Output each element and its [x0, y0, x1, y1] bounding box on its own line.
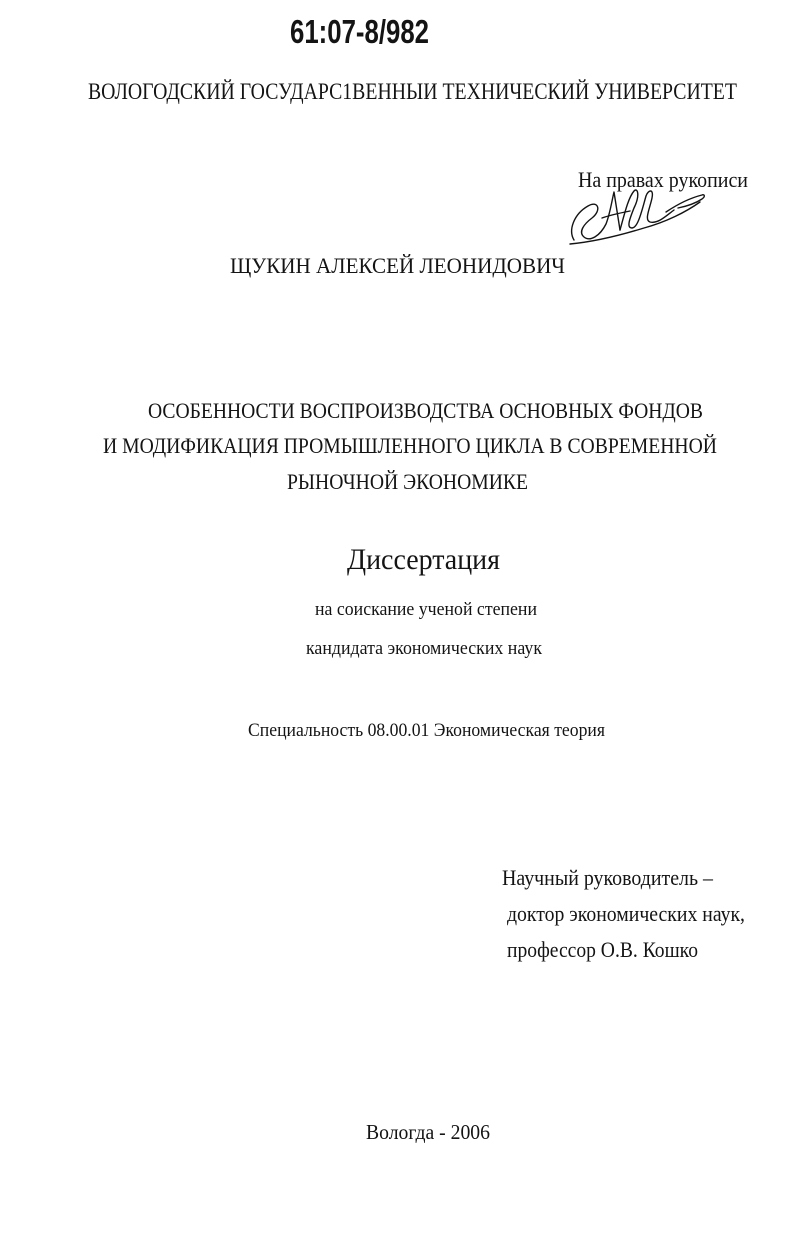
- work-type: Диссертация: [347, 543, 500, 576]
- author-signature: [562, 182, 708, 248]
- signature-stroke: [572, 192, 620, 240]
- catalog-number-stamp: 61:07-8/982: [290, 13, 430, 50]
- signature-stroke: [570, 202, 700, 244]
- degree-line-1: на соискание ученой степени: [315, 599, 537, 620]
- supervisor-role: Научный руководитель –: [502, 865, 713, 890]
- title-line-2: И МОДИФИКАЦИЯ ПРОМЫШЛЕННОГО ЦИКЛА В СОВРЕМЕННОЙ: [103, 433, 717, 458]
- supervisor-name: профессор О.В. Кошко: [507, 937, 698, 962]
- specialty: Специальность 08.00.01 Экономическая теория: [248, 720, 606, 741]
- place-and-year: Вологда - 2006: [366, 1120, 491, 1144]
- signature-stroke: [620, 190, 674, 230]
- supervisor-degree: доктор экономических наук,: [507, 901, 745, 926]
- title-line-1: ОСОБЕННОСТИ ВОСПРОИЗВОДСТВА ОСНОВНЫХ ФОНДОВ: [148, 398, 704, 423]
- institution-name: ВОЛОГОДСКИЙ ГОСУДАРС1ВЕННЫИ ТЕХНИЧЕСКИЙ УНИВЕРСИТЕТ: [88, 79, 737, 104]
- title-line-3: РЫНОЧНОЙ ЭКОНОМИКЕ: [287, 469, 528, 494]
- degree-line-2: кандидата экономических наук: [306, 638, 543, 659]
- manuscript-rights-note: На правах рукописи: [578, 167, 748, 192]
- author-name: ЩУКИН АЛЕКСЕЙ ЛЕОНИДОВИЧ: [230, 253, 566, 278]
